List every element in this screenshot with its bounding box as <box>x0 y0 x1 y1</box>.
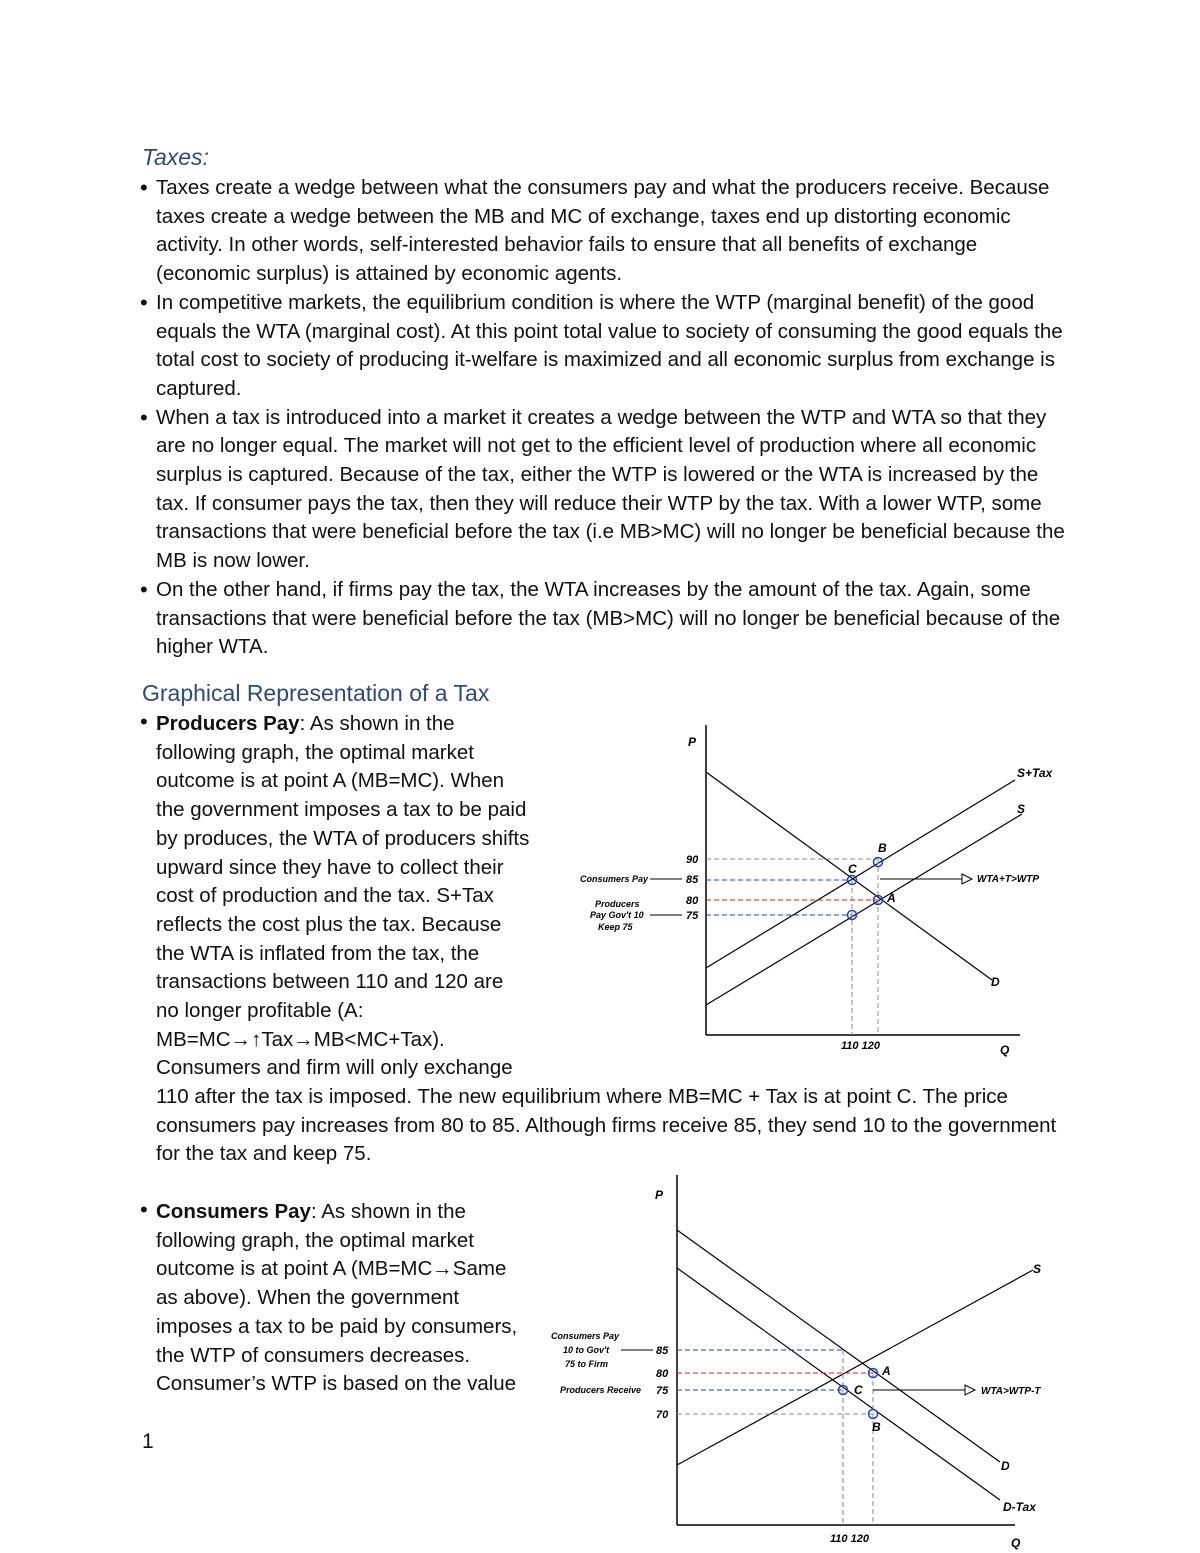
text-line: as above). When the government <box>156 1286 460 1310</box>
tick-80: 80 <box>686 895 699 907</box>
text-line: the WTA is inflated from the tax, the <box>156 941 480 965</box>
point-b-label: B <box>872 1420 881 1434</box>
point-c-label: C <box>854 1383 863 1397</box>
producers-pay-label: Producers Pay <box>156 712 300 735</box>
text-line: : As shown in the <box>299 712 455 735</box>
consumers-pay-graph <box>545 1170 1065 1553</box>
bullet-item: • In competitive markets, the equilibrium condition is where the WTP (marginal benefit) of the good equals the WTA (marginal cost). At this point total value to society of consuming the good equals the total cost to society of producing it-welfare is maximized and all economic surplus from exchange is captured. <box>142 289 1072 404</box>
consumers-note-line: 75 to Firm <box>565 1359 609 1369</box>
text-line: MB=MC→↑Tax→MB<MC+Tax). <box>156 1027 445 1051</box>
text-line: outcome is at point A (MB=MC). When <box>156 769 505 793</box>
wedge-label: WTA+T>WTP <box>977 874 1040 885</box>
bullet-item: • When a tax is introduced into a market it creates a wedge between the WTP and WTA so that they are no longer equal. The market will not get to the efficient level of production where all economic surplus is captured. Because of the tax, either the WTP is lowered or the WTA is increased by the tax. If consumer pays the tax, then they will reduce their WTP by the tax. With a lower WTP, some transactions that were beneficial before the tax (i.e MB>MC) will no longer be beneficial because the MB is now lower. <box>142 404 1072 576</box>
producers-receive-note: Producers Receive <box>560 1385 642 1395</box>
text-line: : As shown in the <box>310 1200 466 1223</box>
supply-curve <box>706 814 1022 1005</box>
section-heading-graphical: Graphical Representation of a Tax <box>142 680 490 706</box>
text-line: reflects the cost plus the tax. Because <box>156 912 502 936</box>
consumers-note-line: Consumers Pay <box>551 1331 620 1341</box>
producers-note-line: Keep 75 <box>598 922 633 932</box>
tick-85: 85 <box>686 874 699 886</box>
tick-70: 70 <box>656 1409 669 1421</box>
p-axis-label: P <box>655 1188 664 1202</box>
d-tax-label: D-Tax <box>1003 1500 1036 1514</box>
p-axis-label: P <box>688 735 697 749</box>
text-line: the WTP of consumers decreases. <box>156 1343 471 1367</box>
text-line: Consumers and firm will only exchange <box>156 1056 513 1080</box>
q-ticks: 110 120 <box>841 1040 880 1052</box>
bullet-item: • Taxes create a wedge between what the consumers pay and what the producers receive. Because taxes create a wedge between the MB and MC of exchange, taxes end up distorting economic activity. In other words, self-interested behavior fails to ensure that all benefits of exchange (economic surplus) is attained by economic agents. <box>142 174 1072 289</box>
supply-plus-tax-curve <box>706 780 1015 968</box>
text-line: no longer profitable (A: <box>156 999 364 1023</box>
text-line: outcome is at point A (MB=MC→Same <box>156 1257 507 1281</box>
text-line: following graph, the optimal market <box>156 1228 474 1252</box>
q-axis-label: Q <box>1000 1043 1010 1057</box>
bullet-dot: • <box>140 709 148 734</box>
text-line: imposes a tax to be paid by consumers, <box>156 1314 518 1338</box>
text-line: following graph, the optimal market <box>156 740 474 764</box>
tick-75: 75 <box>686 910 699 922</box>
text-line: the government imposes a tax to be paid <box>156 798 527 822</box>
point-b-label: B <box>878 841 887 855</box>
demand-curve <box>677 1230 1000 1462</box>
tick-80: 80 <box>656 1368 669 1380</box>
wedge-label: WTA>WTP-T <box>981 1386 1041 1397</box>
consumers-note-line: 10 to Gov't <box>563 1345 610 1355</box>
q-axis-label: Q <box>1011 1536 1021 1550</box>
producers-note-line: Producers <box>595 899 640 909</box>
consumers-pay-paragraph <box>156 1198 546 1399</box>
tick-90: 90 <box>686 854 699 866</box>
tick-75: 75 <box>656 1385 669 1397</box>
bullet-item: • On the other hand, if firms pay the tax, the WTA increases by the amount of the tax. Again, some transactions that were beneficial before the tax (MB>MC) will no longer be beneficial because of the higher WTA. <box>142 576 1072 662</box>
s-label: S <box>1017 802 1026 816</box>
point-a-label: A <box>882 1364 891 1378</box>
point-c-label: C <box>848 862 857 876</box>
wedge-arrowhead <box>965 1385 975 1395</box>
taxes-bullet-list <box>142 174 1072 662</box>
s-label: S <box>1033 1262 1042 1276</box>
producers-note-line: Pay Gov't 10 <box>590 910 644 920</box>
q-ticks: 110 120 <box>830 1533 869 1545</box>
s-tax-label: S+Tax <box>1017 766 1053 780</box>
consumers-pay-note: Consumers Pay <box>580 874 649 884</box>
section-heading-taxes: Taxes: <box>142 144 209 170</box>
text-line: transactions between 110 and 120 are <box>156 970 504 994</box>
consumers-pay-label: Consumers Pay <box>156 1200 311 1223</box>
point-a-label: A <box>887 891 896 905</box>
tick-85: 85 <box>656 1345 669 1357</box>
text-line: cost of production and the tax. S+Tax <box>156 884 494 908</box>
text-line: Consumer’s WTP is based on the value <box>156 1372 517 1396</box>
d-label: D <box>991 975 1000 989</box>
wedge-arrowhead <box>962 874 972 884</box>
producers-pay-paragraph <box>156 710 556 1083</box>
supply-curve <box>677 1270 1033 1465</box>
page-number: 1 <box>142 1430 154 1453</box>
text-line: upward since they have to collect their <box>156 855 504 879</box>
producers-pay-graph <box>570 720 1070 1065</box>
text-line: by produces, the WTA of producers shifts <box>156 826 530 850</box>
producers-pay-continuation: 110 after the tax is imposed. The new equilibrium where MB=MC + Tax is at point C. The price consumers pay increases from 80 to 85. Although firms receive 85, they send 10 to the government for the tax and keep 75. <box>156 1085 1057 1166</box>
demand-minus-tax-curve <box>677 1268 1000 1500</box>
d-label: D <box>1001 1459 1010 1473</box>
bullet-dot: • <box>140 1197 148 1222</box>
